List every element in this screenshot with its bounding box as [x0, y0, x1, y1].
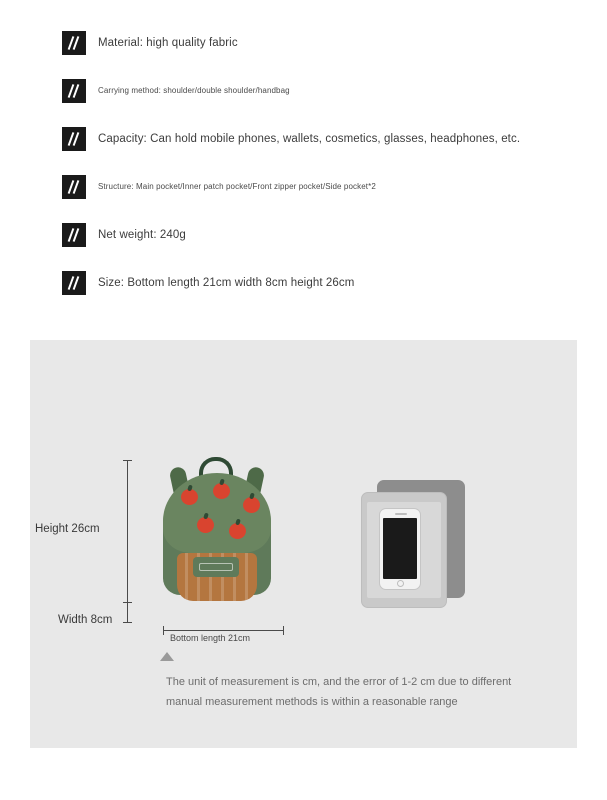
measurement-panel [30, 340, 577, 748]
spec-text-carrying-method: Carrying method: shoulder/double shoulder/handbag [98, 86, 290, 96]
phone-graphic [379, 508, 421, 590]
bottom-length-tick-right [283, 626, 284, 635]
backpack-pocket-label [199, 563, 233, 571]
bottom-length-label: Bottom length 21cm [170, 633, 251, 643]
height-dimension-tick-top [123, 460, 132, 461]
spec-list [0, 20, 607, 308]
spec-row-structure [0, 164, 607, 210]
spec-text-material: Material: high quality fabric [98, 36, 238, 49]
slash-bullet-icon [62, 271, 86, 295]
spec-row-carrying-method [0, 68, 607, 114]
measurement-stage [30, 340, 577, 643]
width-dimension-line [127, 580, 128, 622]
phone-screen [383, 518, 417, 579]
apple-icon [197, 517, 214, 533]
spec-text-size: Size: Bottom length 21cm width 8cm height 26cm [98, 276, 355, 289]
spec-text-structure: Structure: Main pocket/Inner patch pocket/Front zipper pocket/Side pocket*2 [98, 182, 376, 192]
spec-row-capacity [0, 116, 607, 162]
bottom-length-dimension-line [163, 630, 283, 631]
slash-bullet-icon [62, 31, 86, 55]
apple-icon [229, 523, 246, 539]
phone-home-button-icon [397, 580, 404, 587]
spec-text-net-weight: Net weight: 240g [98, 228, 186, 241]
spec-row-size [0, 260, 607, 306]
measurement-note [124, 652, 524, 726]
backpack-illustration [155, 445, 280, 605]
spec-text-capacity: Capacity: Can hold mobile phones, wallets, cosmetics, glasses, headphones, etc. [98, 132, 521, 145]
slash-bullet-icon [62, 79, 86, 103]
apple-icon [243, 497, 260, 513]
backpack-front-pocket [193, 557, 239, 577]
slash-bullet-icon [62, 127, 86, 151]
slash-bullet-icon [62, 223, 86, 247]
spec-row-net-weight [0, 212, 607, 258]
spec-row-material [0, 20, 607, 66]
width-dimension-label: Width 8cm [58, 614, 113, 626]
phone-speaker [395, 513, 407, 515]
bottom-length-tick-left [163, 626, 164, 635]
apple-icon [213, 483, 230, 499]
slash-bullet-icon [62, 175, 86, 199]
width-dimension-tick-bottom [123, 622, 132, 623]
measurement-note-text: The unit of measurement is cm, and the error of 1-2 cm due to different manual measurement methods is within a reasonable range [166, 676, 512, 709]
device-comparison-illustration [355, 480, 485, 610]
apple-icon [181, 489, 198, 505]
warning-triangle-icon [160, 652, 174, 661]
height-dimension-label: Height 26cm [35, 523, 100, 535]
